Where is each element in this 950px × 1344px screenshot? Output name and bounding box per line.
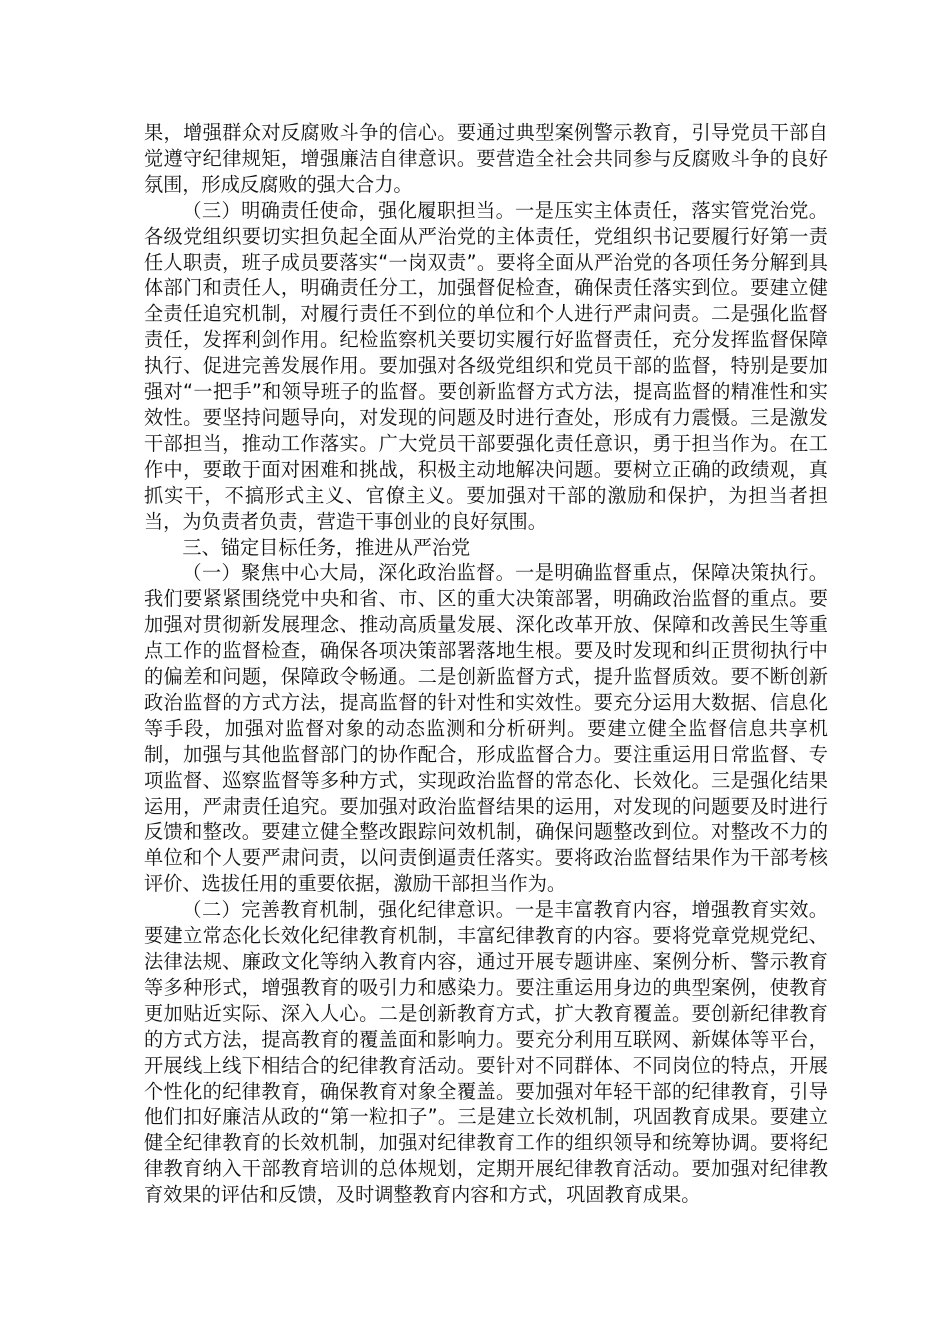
document-body [144, 120, 828, 1208]
paragraph-subsection-2: （二）完善教育机制，强化纪律意识。一是丰富教育内容，增强教育实效。要建立常态化长效化纪律教育机制，丰富纪律教育的内容。要将党章党规党纪、法律法规、廉政文化等纳入教育内容，通过开展专题讲座、案例分析、警示教育等多种形式，增强教育的吸引力和感染力。要注重运用身边的典型案例，使教育更加贴近实际、深入人心。二是创新教育方式，扩大教育覆盖。要创新纪律教育的方式方法，提高教育的覆盖面和影响力。要充分利用互联网、新媒体等平台，开展线上线下相结合的纪律教育活动。要针对不同群体、不同岗位的特点，开展个性化的纪律教育，确保教育对象全覆盖。要加强对年轻干部的纪律教育，引导他们扣好廉洁从政的“第一粒扣子”。三是建立长效机制，巩固教育成果。要建立健全纪律教育的长效机制，加强对纪律教育工作的组织领导和统筹协调。要将纪律教育纳入干部教育培训的总体规划，定期开展纪律教育活动。要加强对纪律教育效果的评估和反馈，及时调整教育内容和方式，巩固教育成果。 [144, 898, 828, 1207]
paragraph-continuation: 果，增强群众对反腐败斗争的信心。要通过典型案例警示教育，引导党员干部自觉遵守纪律规矩，增强廉洁自律意识。要营造全社会共同参与反腐败斗争的良好氛围，形成反腐败的强大合力。 [144, 121, 828, 196]
paragraph-subsection-1: （一）聚焦中心大局，深化政治监督。一是明确监督重点，保障决策执行。我们要紧紧围绕党中央和省、市、区的重大决策部署，明确政治监督的重点。要加强对贯彻新发展理念、推动高质量发展、深化改革开放、保障和改善民生等重点工作的监督检查，确保各项决策部署落地生根。要及时发现和纠正贯彻执行中的偏差和问题，保障政令畅通。二是创新监督方式，提升监督质效。要不断创新政治监督的方式方法，提高监督的针对性和实效性。要充分运用大数据、信息化等手段，加强对监督对象的动态监测和分析研判。要建立健全监督信息共享机制，加强与其他监督部门的协作配合，形成监督合力。要注重运用日常监督、专项监督、巡察监督等多种方式，实现政治监督的常态化、长效化。三是强化结果运用，严肃责任追究。要加强对政治监督结果的运用，对发现的问题要及时进行反馈和整改。要建立健全整改跟踪问效机制，确保问题整改到位。对整改不力的单位和个人要严肃问责，以问责倒逼责任落实。要将政治监督结果作为干部考核评价、选拔任用的重要依据，激励干部担当作为。 [144, 561, 828, 896]
paragraph-section-3-3: （三）明确责任使命，强化履职担当。一是压实主体责任，落实管党治党。各级党组织要切实担负起全面从严治党的主体责任，党组织书记要履行好第一责任人职责，班子成员要落实“一岗双责”。要将全面从严治党的各项任务分解到具体部门和责任人，明确责任分工，加强督促检查，确保责任落实到位。要建立健全责任追究机制，对履行责任不到位的单位和个人进行严肃问责。二是强化监督责任，发挥利剑作用。纪检监察机关要切实履行好监督责任，充分发挥监督保障执行、促进完善发展作用。要加强对各级党组织和党员干部的监督，特别是要加强对“一把手”和领导班子的监督。要创新监督方式方法，提高监督的精准性和实效性。要坚持问题导向，对发现的问题及时进行查处，形成有力震慑。三是激发干部担当，推动工作落实。广大党员干部要强化责任意识，勇于担当作为。在工作中，要敢于面对困难和挑战，积极主动地解决问题。要树立正确的政绩观，真抓实干，不搞形式主义、官僚主义。要加强对干部的激励和保护，为担当者担当，为负责者负责，营造干事创业的良好氛围。 [144, 198, 828, 533]
section-heading: 三、锚定目标任务，推进从严治党 [182, 535, 471, 559]
